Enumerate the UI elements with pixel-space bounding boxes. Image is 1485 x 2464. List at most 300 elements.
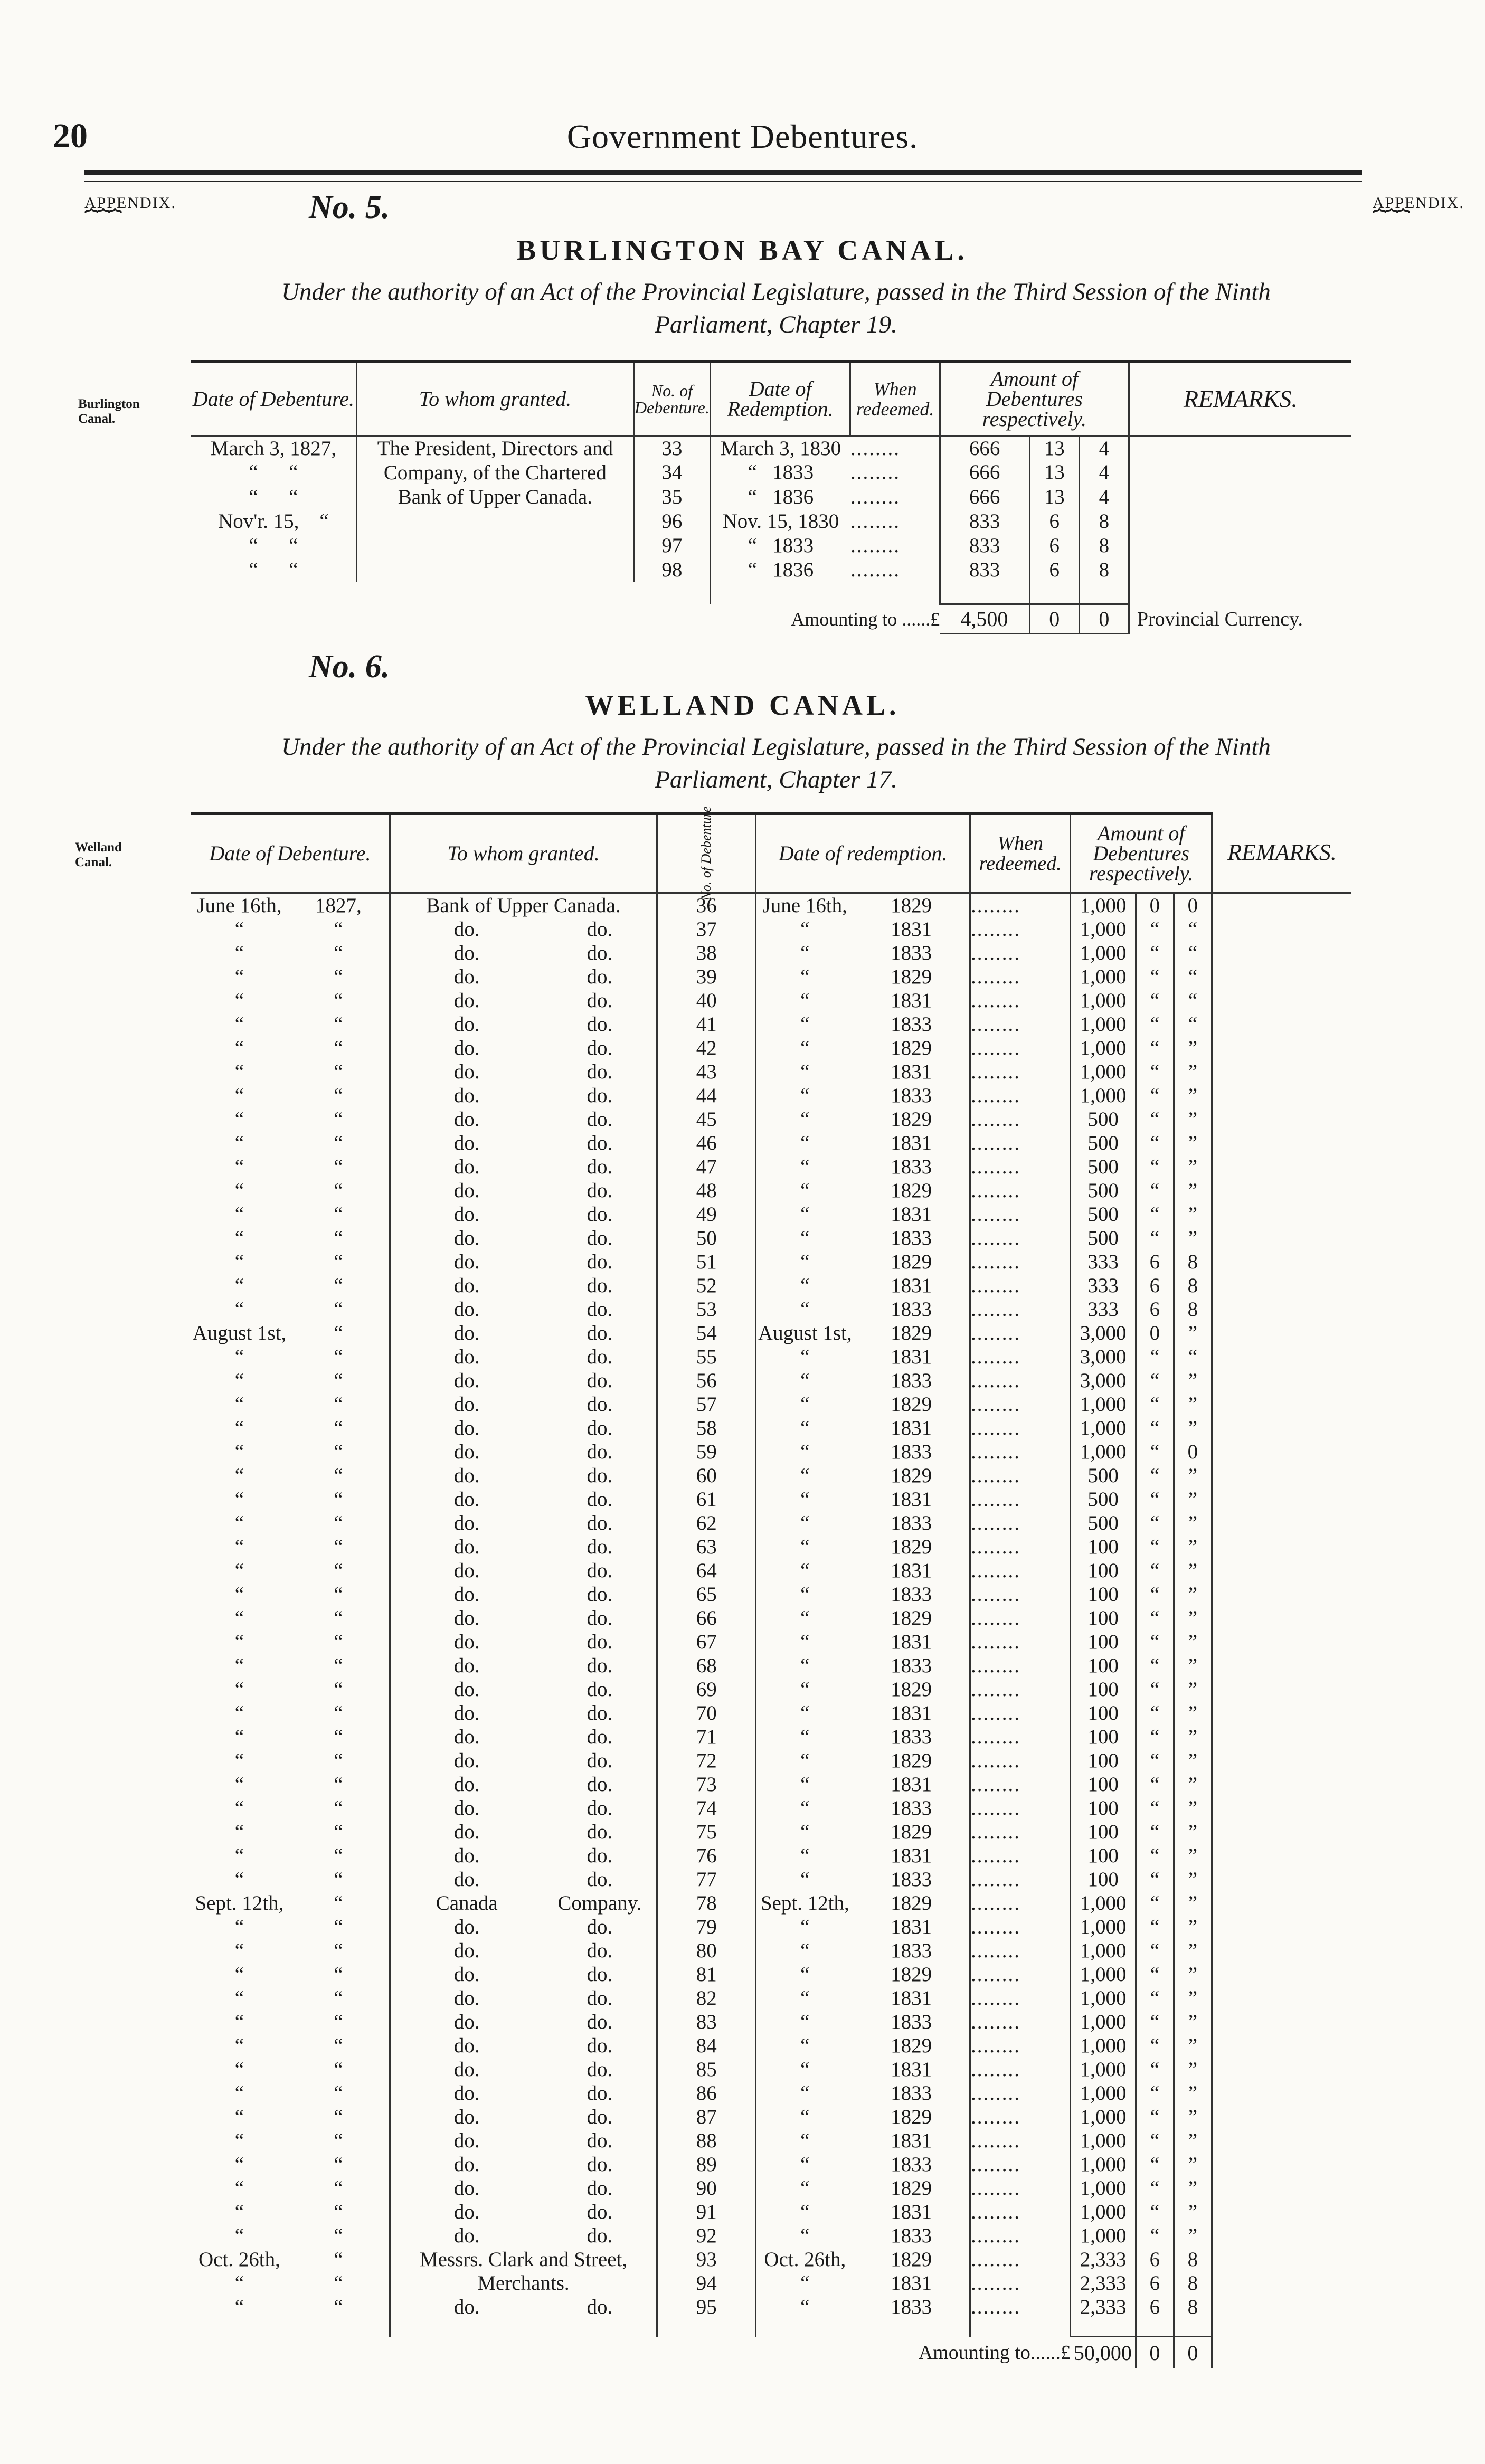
- table-row: [191, 1107, 1351, 1131]
- when-redeemed-cell: ........: [970, 1036, 1071, 1060]
- when-redeemed-cell: ........: [850, 534, 940, 558]
- table-row: [191, 2176, 1351, 2200]
- when-redeemed-cell: ........: [970, 1606, 1071, 1630]
- date-cell: “: [234, 1297, 244, 1321]
- burlington-debentures-table: [191, 360, 1351, 634]
- shillings-cell: 6: [1029, 558, 1079, 582]
- number-cell: 40: [657, 989, 756, 1012]
- redemption-cell: “: [800, 2295, 810, 2318]
- number-cell: 50: [657, 1226, 756, 1250]
- remarks-cell: [1212, 1868, 1351, 1891]
- granted-cell: do.: [453, 1107, 480, 1131]
- year-cell: “: [288, 1464, 390, 1487]
- remarks-cell: [1212, 1274, 1351, 1297]
- pounds-cell: 833: [940, 534, 1029, 558]
- number-cell: 47: [657, 1155, 756, 1179]
- number-cell: 88: [657, 2129, 756, 2153]
- year-cell: “: [288, 1250, 390, 1274]
- date-cell: “: [234, 1487, 244, 1511]
- date-cell: Nov'r. 15, “: [191, 509, 356, 534]
- granted-cell: Bank of Upper Canada.: [390, 893, 657, 917]
- number-cell: 33: [633, 435, 710, 460]
- table-row: [191, 1202, 1351, 1226]
- total-shillings: 0: [1136, 2337, 1174, 2368]
- year-cell: “: [288, 1416, 390, 1440]
- redemption-year-cell: 1833: [853, 1868, 970, 1891]
- granted-cell: do.: [453, 1559, 480, 1582]
- date-cell: “: [234, 1582, 244, 1606]
- date-cell: “ “: [191, 558, 356, 582]
- when-redeemed-cell: ........: [970, 1297, 1071, 1321]
- granted-cell-2: do.: [543, 2200, 657, 2224]
- shillings-cell: 13: [1029, 435, 1079, 460]
- pounds-cell: 1,000: [1071, 1416, 1136, 1440]
- when-redeemed-cell: ........: [970, 989, 1071, 1012]
- redemption-year-cell: 1831: [853, 2058, 970, 2081]
- redemption-cell: “: [800, 1915, 810, 1938]
- table-row: [191, 2058, 1351, 2081]
- redemption-cell: “: [800, 2271, 810, 2295]
- pence-cell: ”: [1174, 1582, 1212, 1606]
- table-row: [191, 1036, 1351, 1060]
- redemption-year-cell: 1831: [853, 1844, 970, 1868]
- year-cell: “: [288, 1131, 390, 1155]
- remarks-cell: [1212, 917, 1351, 941]
- pounds-cell: 1,000: [1071, 917, 1136, 941]
- number-cell: 64: [657, 1559, 756, 1582]
- redemption-year-cell: 1829: [853, 2105, 970, 2129]
- year-cell: “: [288, 2129, 390, 2153]
- granted-cell-2: do.: [543, 1250, 657, 1274]
- granted-cell-2: do.: [543, 1179, 657, 1202]
- remarks-cell: [1212, 2058, 1351, 2081]
- when-redeemed-cell: ........: [970, 2034, 1071, 2058]
- spacer-row: [191, 2319, 1351, 2337]
- pence-cell: “: [1174, 1012, 1212, 1036]
- redemption-cell: “: [800, 2224, 810, 2247]
- date-cell: “: [234, 2081, 244, 2105]
- pence-cell: “: [1174, 917, 1212, 941]
- header-date-of-debenture: Date of Debenture.: [191, 362, 356, 435]
- redemption-cell: “: [800, 1392, 810, 1416]
- remarks-cell: [1212, 1250, 1351, 1274]
- number-cell: 76: [657, 1844, 756, 1868]
- number-cell: 72: [657, 1749, 756, 1773]
- pounds-cell: 1,000: [1071, 2034, 1136, 2058]
- section-title-welland: WELLAND CANAL.: [585, 689, 900, 721]
- remarks-cell: [1212, 2034, 1351, 2058]
- granted-cell-2: do.: [543, 1796, 657, 1820]
- granted-cell-2: do.: [543, 1345, 657, 1369]
- number-cell: 57: [657, 1392, 756, 1416]
- year-cell: “: [288, 1796, 390, 1820]
- granted-line-1: The President, Directors and: [377, 437, 613, 460]
- table-row: [191, 1392, 1351, 1416]
- shillings-cell: “: [1136, 941, 1174, 965]
- granted-cell: do.: [453, 1939, 480, 1962]
- granted-cell-2: do.: [543, 965, 657, 989]
- year-cell: “: [288, 2081, 390, 2105]
- shillings-cell: 6: [1136, 1274, 1174, 1297]
- when-redeemed-cell: ........: [850, 558, 940, 582]
- pence-cell: ”: [1174, 1535, 1212, 1559]
- granted-cell: [356, 435, 633, 509]
- shillings-cell: “: [1136, 2034, 1174, 2058]
- pence-cell: ”: [1174, 1369, 1212, 1392]
- when-redeemed-cell: ........: [970, 2081, 1071, 2105]
- date-cell: “: [234, 2105, 244, 2128]
- number-cell: 85: [657, 2058, 756, 2081]
- granted-cell-2: Company.: [543, 1891, 657, 1915]
- granted-cell-2: do.: [543, 1202, 657, 1226]
- granted-cell: do.: [453, 1250, 480, 1273]
- number-cell: 93: [657, 2248, 756, 2271]
- remarks-cell: [1212, 1321, 1351, 1345]
- redemption-year-cell: 1829: [853, 2176, 970, 2200]
- granted-cell: do.: [453, 1915, 480, 1938]
- table-row: [191, 1678, 1351, 1701]
- granted-cell-2: do.: [543, 1654, 657, 1678]
- remarks-cell: [1212, 2105, 1351, 2129]
- shillings-cell: “: [1136, 1630, 1174, 1654]
- granted-cell: do.: [453, 1511, 480, 1534]
- remarks-cell: [1212, 2271, 1351, 2295]
- when-redeemed-cell: ........: [970, 1107, 1071, 1131]
- table-row: [191, 1084, 1351, 1107]
- margin-note-burlington: [78, 397, 140, 427]
- table-row: [191, 1796, 1351, 1820]
- granted-cell: do.: [453, 917, 480, 941]
- section-number-6: No. 6.: [309, 649, 390, 685]
- date-cell: “: [234, 2010, 244, 2033]
- shillings-cell: “: [1136, 1654, 1174, 1678]
- shillings-cell: “: [1136, 1986, 1174, 2010]
- granted-cell: Canada: [436, 1891, 498, 1915]
- remarks-cell: [1212, 1107, 1351, 1131]
- remarks-cell: [1212, 1084, 1351, 1107]
- granted-cell-2: do.: [543, 941, 657, 965]
- year-cell: “: [288, 1844, 390, 1868]
- redemption-cell: “: [800, 1582, 810, 1606]
- pounds-cell: 100: [1071, 1820, 1136, 1844]
- year-cell: “: [288, 1773, 390, 1796]
- date-cell: “: [234, 2295, 244, 2318]
- year-cell: “: [288, 1511, 390, 1535]
- granted-cell: do.: [453, 1036, 480, 1059]
- redemption-year-cell: 1833: [853, 1369, 970, 1392]
- date-cell: “: [234, 1179, 244, 1202]
- number-cell: 71: [657, 1725, 756, 1749]
- when-redeemed-cell: ........: [970, 893, 1071, 917]
- remarks-cell: [1212, 989, 1351, 1012]
- pence-cell: ”: [1174, 1416, 1212, 1440]
- redemption-year-cell: 1831: [853, 1274, 970, 1297]
- granted-cell-2: do.: [543, 1155, 657, 1179]
- pence-cell: ”: [1174, 1107, 1212, 1131]
- appendix-brace-right: ⏞⏞⏞: [1373, 209, 1408, 234]
- header-no-of-debenture: No. of Debenture.: [633, 362, 710, 435]
- number-cell: 69: [657, 1678, 756, 1701]
- when-redeemed-cell: ........: [970, 941, 1071, 965]
- pence-cell: ”: [1174, 1511, 1212, 1535]
- remarks-cell: [1212, 941, 1351, 965]
- granted-cell: do.: [453, 1345, 480, 1368]
- shillings-cell: 6: [1029, 509, 1079, 534]
- pounds-cell: 100: [1071, 1582, 1136, 1606]
- redemption-year-cell: 1829: [853, 1678, 970, 1701]
- shillings-cell: “: [1136, 1582, 1174, 1606]
- when-redeemed-cell: ........: [970, 1630, 1071, 1654]
- pence-cell: 8: [1174, 1250, 1212, 1274]
- table-row: [191, 509, 1351, 534]
- when-redeemed-cell: ........: [970, 1868, 1071, 1891]
- pence-cell: 0: [1174, 1440, 1212, 1464]
- pence-cell: 8: [1079, 534, 1129, 558]
- redemption-cell: “: [800, 1939, 810, 1962]
- table-row: [191, 1963, 1351, 1986]
- granted-cell-2: do.: [543, 1464, 657, 1487]
- remarks-cell: [1212, 1202, 1351, 1226]
- date-cell: “: [234, 2271, 244, 2295]
- redemption-year-cell: 1833: [853, 1725, 970, 1749]
- remarks-cell: [1212, 965, 1351, 989]
- shillings-cell: “: [1136, 2081, 1174, 2105]
- date-cell: “: [234, 1939, 244, 1962]
- granted-cell-2: do.: [543, 1963, 657, 1986]
- date-cell: “: [234, 1107, 244, 1131]
- remarks-cell: [1212, 1678, 1351, 1701]
- redemption-year-cell: 1831: [853, 1131, 970, 1155]
- year-cell: “: [288, 2153, 390, 2176]
- granted-cell-2: do.: [543, 1535, 657, 1559]
- when-redeemed-cell: ........: [850, 460, 940, 485]
- year-cell: “: [288, 2295, 390, 2319]
- pounds-cell: 1,000: [1071, 2010, 1136, 2034]
- date-cell: “: [234, 1678, 244, 1701]
- table-row: [191, 1012, 1351, 1036]
- redemption-year-cell: 1833: [853, 1796, 970, 1820]
- pounds-cell: 1,000: [1071, 1891, 1136, 1915]
- table-row: [191, 2153, 1351, 2176]
- pence-cell: ”: [1174, 1749, 1212, 1773]
- date-cell: “: [234, 1250, 244, 1273]
- pounds-cell: 500: [1071, 1155, 1136, 1179]
- granted-cell: do.: [453, 941, 480, 964]
- pence-cell: 8: [1174, 1274, 1212, 1297]
- date-cell: “: [234, 1654, 244, 1677]
- date-cell: “: [234, 941, 244, 964]
- table-row: [191, 2271, 1351, 2295]
- date-cell: “: [234, 1345, 244, 1368]
- shillings-cell: “: [1136, 1678, 1174, 1701]
- redemption-cell: “: [800, 1963, 810, 1986]
- number-cell: 94: [657, 2271, 756, 2295]
- header-no-of-debenture: [657, 806, 756, 901]
- remarks-cell: [1212, 1582, 1351, 1606]
- granted-cell: do.: [453, 1321, 480, 1344]
- number-cell: 83: [657, 2010, 756, 2034]
- pounds-cell: 1,000: [1071, 2081, 1136, 2105]
- table-row: [191, 2081, 1351, 2105]
- year-cell: “: [288, 1012, 390, 1036]
- year-cell: “: [288, 2058, 390, 2081]
- table-row: [191, 1226, 1351, 1250]
- pence-cell: “: [1174, 941, 1212, 965]
- pence-cell: ”: [1174, 1796, 1212, 1820]
- pounds-cell: 500: [1071, 1464, 1136, 1487]
- number-cell: 59: [657, 1440, 756, 1464]
- year-cell: “: [288, 1345, 390, 1369]
- table-row: [191, 1060, 1351, 1084]
- remarks-cell: [1212, 1036, 1351, 1060]
- granted-cell-2: do.: [543, 1606, 657, 1630]
- shillings-cell: “: [1136, 1464, 1174, 1487]
- when-redeemed-cell: ........: [970, 1131, 1071, 1155]
- pence-cell: 8: [1174, 2295, 1212, 2319]
- pence-cell: ”: [1174, 1630, 1212, 1654]
- number-cell: 44: [657, 1084, 756, 1107]
- authority-6-line1: Under the authority of an Act of the Provincial Legislature, passed in the Third Session of the Ninth: [281, 733, 1271, 761]
- granted-cell: do.: [453, 1582, 480, 1606]
- when-redeemed-cell: ........: [970, 1701, 1071, 1725]
- when-redeemed-cell: ........: [970, 1345, 1071, 1369]
- date-cell: “: [234, 1535, 244, 1558]
- redemption-cell: “: [800, 1131, 810, 1154]
- shillings-cell: “: [1136, 2129, 1174, 2153]
- redemption-year-cell: 1831: [853, 1202, 970, 1226]
- remarks-cell: [1212, 1487, 1351, 1511]
- redemption-year-cell: 1831: [853, 1773, 970, 1796]
- pence-cell: ”: [1174, 1131, 1212, 1155]
- table-row: [191, 1559, 1351, 1582]
- shillings-cell: “: [1136, 2224, 1174, 2248]
- pence-cell: ”: [1174, 1773, 1212, 1796]
- year-cell: “: [288, 1725, 390, 1749]
- pence-cell: ”: [1174, 1678, 1212, 1701]
- redemption-cell: “: [800, 1654, 810, 1677]
- number-cell: 34: [633, 460, 710, 485]
- granted-cell: do.: [453, 1131, 480, 1154]
- redemption-year-cell: 1831: [853, 1701, 970, 1725]
- table-row: [191, 1464, 1351, 1487]
- remarks-cell: [1212, 1416, 1351, 1440]
- pounds-cell: 1,000: [1071, 1084, 1136, 1107]
- granted-cell-2: do.: [543, 1868, 657, 1891]
- page-title: Government Debentures.: [566, 118, 919, 155]
- number-cell: 38: [657, 941, 756, 965]
- when-redeemed-cell: ........: [970, 1725, 1071, 1749]
- pence-cell: 4: [1079, 435, 1129, 460]
- pence-cell: “: [1174, 1345, 1212, 1369]
- granted-cell: do.: [453, 1274, 480, 1297]
- date-cell: “: [234, 1606, 244, 1629]
- header-rule-thick: [84, 170, 1362, 175]
- redemption-cell: “: [800, 1511, 810, 1534]
- year-cell: “: [288, 1321, 390, 1345]
- number-cell: 45: [657, 1107, 756, 1131]
- pence-cell: 8: [1174, 1297, 1212, 1321]
- redemption-year-cell: 1829: [853, 1392, 970, 1416]
- when-redeemed-cell: ........: [970, 1060, 1071, 1084]
- number-cell: 77: [657, 1868, 756, 1891]
- table-row: [191, 2248, 1351, 2271]
- date-cell: “: [234, 1844, 244, 1867]
- pounds-cell: 500: [1071, 1131, 1136, 1155]
- shillings-cell: “: [1136, 1036, 1174, 1060]
- date-cell: “: [234, 1036, 244, 1059]
- date-cell: “: [234, 1131, 244, 1154]
- number-cell: 62: [657, 1511, 756, 1535]
- granted-cell-2: do.: [543, 989, 657, 1012]
- welland-debentures-table: [191, 806, 1351, 2368]
- year-cell: “: [288, 2271, 390, 2295]
- shillings-cell: “: [1136, 1915, 1174, 1939]
- remarks-cell: [1212, 2176, 1351, 2200]
- number-cell: 65: [657, 1582, 756, 1606]
- redemption-cell: “: [800, 1369, 810, 1392]
- granted-cell: do.: [453, 1226, 480, 1249]
- year-cell: “: [288, 1036, 390, 1060]
- redemption-cell: “: [800, 1107, 810, 1131]
- redemption-cell: “: [800, 2058, 810, 2081]
- granted-cell-2: do.: [543, 1392, 657, 1416]
- header-date-of-redemption: Date of redemption.: [756, 813, 970, 893]
- pounds-cell: 1,000: [1071, 989, 1136, 1012]
- granted-cell: do.: [453, 1844, 480, 1867]
- remarks-cell: [1212, 1535, 1351, 1559]
- remarks-cell: [1212, 2224, 1351, 2248]
- authority-5-line2: Parliament, Chapter 19.: [655, 311, 897, 338]
- shillings-cell: “: [1136, 1820, 1174, 1844]
- table-row: [191, 2295, 1351, 2319]
- remarks-cell: [1212, 2129, 1351, 2153]
- year-cell: “: [288, 1440, 390, 1464]
- granted-cell-2: do.: [543, 1440, 657, 1464]
- year-cell: “: [288, 1369, 390, 1392]
- pounds-cell: 1,000: [1071, 1915, 1136, 1939]
- pounds-cell: 1,000: [1071, 1963, 1136, 1986]
- shillings-cell: “: [1136, 1012, 1174, 1036]
- number-cell: 74: [657, 1796, 756, 1820]
- pounds-cell: 666: [940, 460, 1029, 485]
- granted-cell: do.: [453, 1678, 480, 1701]
- table-row: [191, 1891, 1351, 1915]
- number-cell: 95: [657, 2295, 756, 2319]
- when-redeemed-cell: ........: [970, 1511, 1071, 1535]
- granted-cell-2: do.: [543, 2129, 657, 2153]
- date-cell: “: [234, 1630, 244, 1653]
- total-label: Amounting to......£: [918, 2341, 1071, 2364]
- number-cell: 84: [657, 2034, 756, 2058]
- number-cell: 48: [657, 1179, 756, 1202]
- year-cell: “: [288, 1107, 390, 1131]
- remarks-cell: [1212, 1820, 1351, 1844]
- pounds-cell: 500: [1071, 1511, 1136, 1535]
- pounds-cell: 2,333: [1071, 2271, 1136, 2295]
- redemption-cell: “: [800, 1487, 810, 1511]
- redemption-cell: “: [800, 2129, 810, 2152]
- redemption-cell: “: [800, 1820, 810, 1843]
- when-redeemed-cell: ........: [970, 1582, 1071, 1606]
- table-row: [191, 1179, 1351, 1202]
- number-cell: 73: [657, 1773, 756, 1796]
- when-redeemed-cell: ........: [970, 1939, 1071, 1963]
- granted-cell: do.: [453, 2058, 480, 2081]
- year-cell: “: [288, 1986, 390, 2010]
- number-cell: 89: [657, 2153, 756, 2176]
- redemption-cell: “: [800, 1226, 810, 1249]
- year-cell: “: [288, 1820, 390, 1844]
